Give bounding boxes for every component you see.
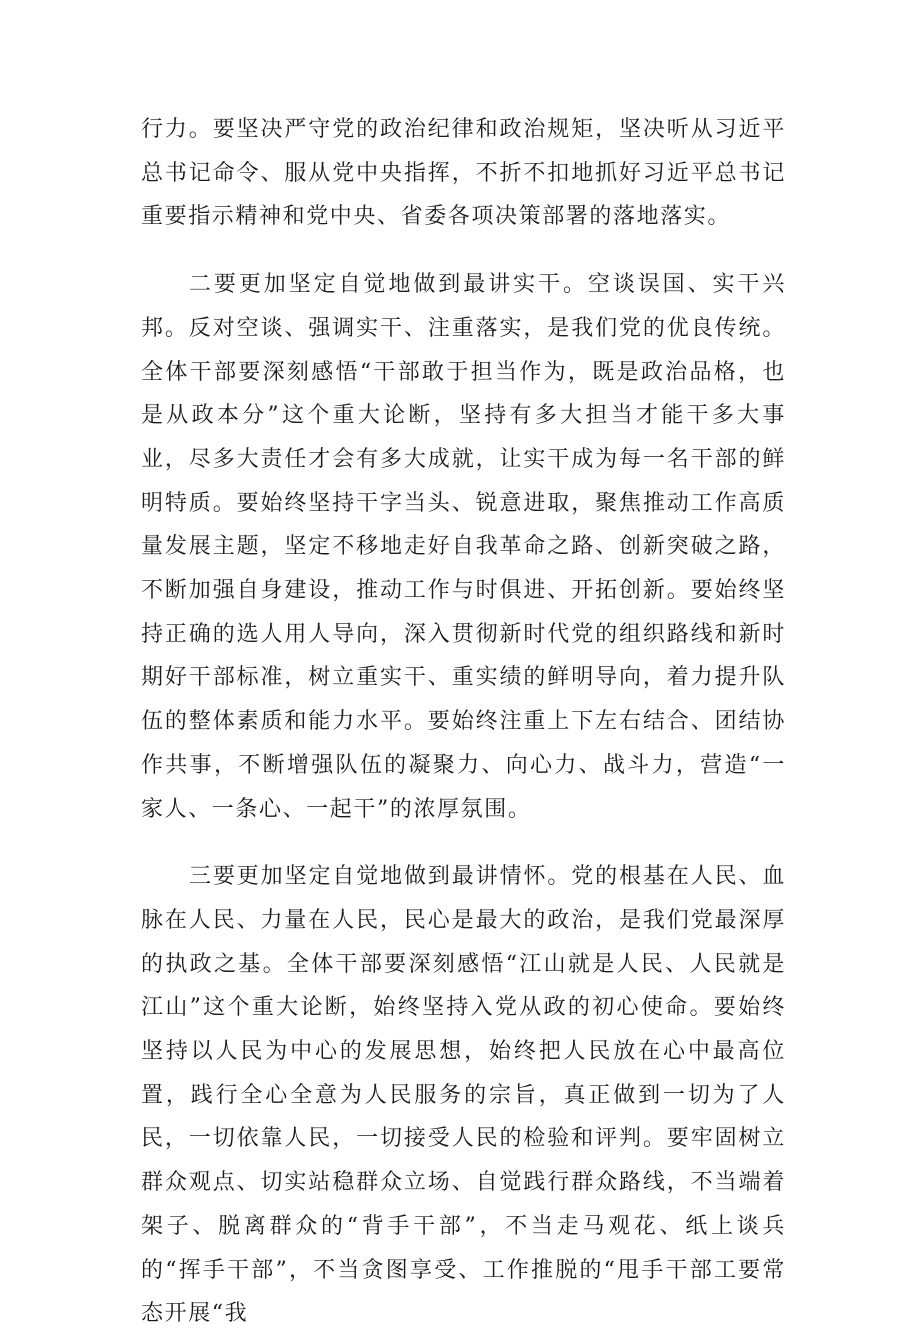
- paragraph-2: 二要更加坚定自觉地做到最讲实干。空谈误国、实干兴邦。反对空谈、强调实干、注重落实，是我们党的优良传统。全体干部要深刻感悟“干部敢于担当作为，既是政治品格，也是从政本分”这个重大论断，坚持有多大担当才能干多大事业，尽多大责任才会有多大成就，让实干成为每一名干部的鲜明特质。要始终坚持干字当头、锐意进取，聚焦推动工作高质量发展主题，坚定不移地走好自我革命之路、创新突破之路，不断加强自身建设，推动工作与时俱进、开拓创新。要始终坚持正确的选人用人导向，深入贯彻新时代党的组织路线和新时期好干部标准，树立重实干、重实绩的鲜明导向，着力提升队伍的整体素质和能力水平。要始终注重上下左右结合、团结协作共事，不断增强队伍的凝聚力、向心力、战斗力，营造“一家人、一条心、一起干”的浓厚氛围。: [141, 272, 786, 822]
- paragraph-3: 三要更加坚定自觉地做到最讲情怀。党的根基在人民、血脉在人民、力量在人民，民心是最大的政治，是我们党最深厚的执政之基。全体干部要深刻感悟“江山就是人民、人民就是江山”这个重大论断，始终坚持入党从政的初心使命。要始终坚持以人民为中心的发展思想，始终把人民放在心中最高位置，践行全心全意为人民服务的宗旨，真正做到一切为了人民，一切依靠人民，一切接受人民的检验和评判。要牢固树立群众观点、切实站稳群众立场、自觉践行群众路线，不当端着架子、脱离群众的“背手干部”，不当走马观花、纸上谈兵的“挥手干部”，不当贪图享受、工作推脱的“甩手干部工要常态开展“我: [141, 864, 786, 1327]
- document-body: [141, 108, 786, 1336]
- paragraph-1: 行力。要坚决严守党的政治纪律和政治规矩，坚决听从习近平总书记命令、服从党中央指挥，不折不扣地抓好习近平总书记重要指示精神和党中央、省委各项决策部署的落地落实。: [141, 117, 786, 230]
